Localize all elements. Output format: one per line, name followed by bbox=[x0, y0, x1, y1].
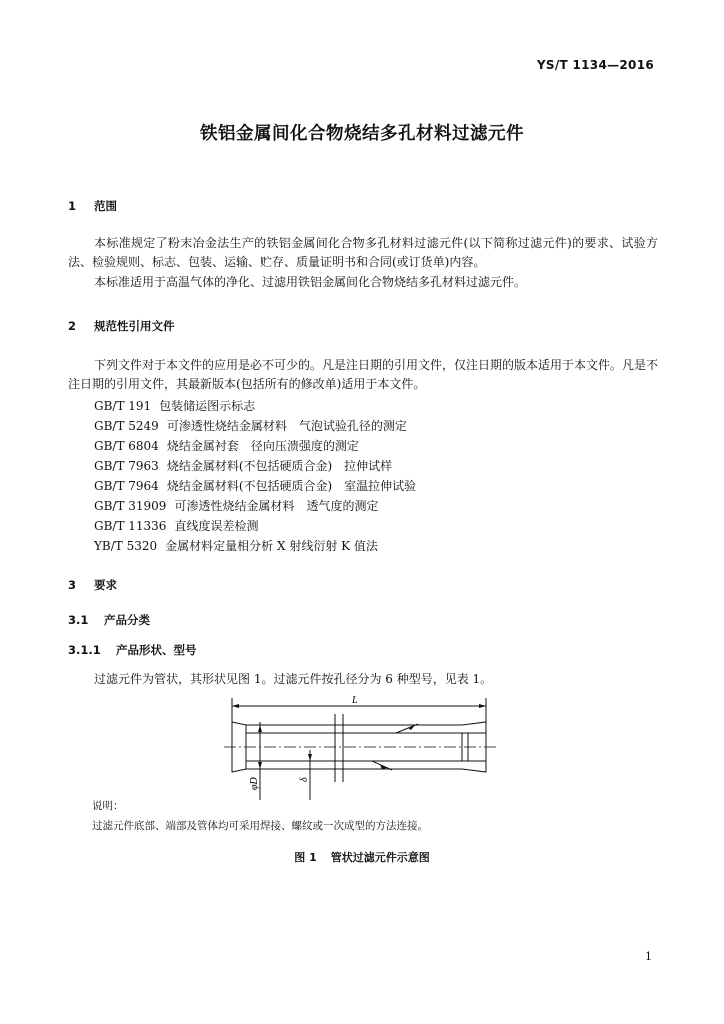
document-title: 铁铝金属间化合物烧结多孔材料过滤元件 bbox=[200, 124, 524, 144]
section-title: 产品分类 bbox=[104, 613, 150, 627]
arrowhead bbox=[232, 704, 239, 708]
section-1-heading bbox=[68, 198, 117, 214]
reference-item bbox=[94, 416, 416, 436]
section-1-paragraph-1: 本标准规定了粉末冶金法生产的铁铝金属间化合物多孔材料过滤元件(以下简称过滤元件)的要求、试验方法、检验规则、标志、包装、运输、贮存、质量证明书和合同(或订货单)内容。 bbox=[68, 236, 658, 269]
reference-title: 可渗透性烧结金属材料 气泡试验孔径的测定 bbox=[166, 419, 407, 433]
section-3-heading bbox=[68, 577, 117, 593]
arrowhead bbox=[258, 762, 262, 769]
normative-references-list bbox=[94, 396, 416, 556]
reference-item bbox=[94, 536, 416, 556]
reference-item bbox=[94, 396, 416, 416]
reference-item bbox=[94, 496, 416, 516]
section-title: 要求 bbox=[94, 578, 117, 592]
figure-caption bbox=[0, 849, 724, 865]
section-2-paragraph-1: 下列文件对于本文件的应用是必不可少的。凡是注日期的引用文件，仅注日期的版本适用于本文件。凡是不注日期的引用文件，其最新版本(包括所有的修改单)适用于本文件。 bbox=[68, 358, 659, 391]
arrowhead bbox=[308, 754, 312, 761]
section-number: 2 bbox=[68, 319, 77, 333]
reference-item bbox=[94, 456, 416, 476]
reference-code: GB/T 5249 bbox=[94, 419, 159, 433]
label-phiD: φD bbox=[249, 777, 260, 790]
reference-item bbox=[94, 476, 416, 496]
reference-title: 烧结金属材料(不包括硬质合金) 室温拉伸试验 bbox=[166, 479, 417, 493]
label-L: L bbox=[352, 695, 358, 706]
reference-title: 烧结金属衬套 径向压溃强度的测定 bbox=[166, 439, 359, 453]
figure-note-text: 过滤元件底部、端部及管体均可采用焊接、螺纹或一次成型的方法连接。 bbox=[92, 820, 428, 832]
section-number: 3 bbox=[68, 578, 77, 592]
reference-code: GB/T 191 bbox=[94, 399, 152, 413]
section-2-heading bbox=[68, 318, 175, 334]
arrowhead bbox=[258, 725, 262, 732]
figure-note-label: 说明： bbox=[92, 800, 124, 812]
tube-filter-diagram bbox=[222, 692, 502, 800]
reference-code: GB/T 7963 bbox=[94, 459, 159, 473]
section-number: 3.1.1 bbox=[68, 643, 101, 657]
section-title: 产品形状、型号 bbox=[116, 643, 197, 657]
section-number: 3.1 bbox=[68, 613, 89, 627]
figure-number: 图 1 bbox=[294, 851, 317, 864]
section-3-1-1-paragraph: 过滤元件为管状，其形状见图 1。过滤元件按孔径分为 6 种型号，见表 1。 bbox=[94, 672, 493, 686]
reference-code: GB/T 31909 bbox=[94, 499, 167, 513]
reference-title: 直线度误差检测 bbox=[174, 519, 259, 533]
figure-title: 管状过滤元件示意图 bbox=[330, 851, 430, 864]
reference-item bbox=[94, 516, 416, 536]
reference-title: 包装储运图示标志 bbox=[159, 399, 256, 413]
label-delta: δ bbox=[299, 777, 310, 782]
reference-code: GB/T 7964 bbox=[94, 479, 159, 493]
section-number: 1 bbox=[68, 199, 77, 213]
section-title: 规范性引用文件 bbox=[94, 319, 175, 333]
arrowhead bbox=[479, 704, 486, 708]
reference-title: 可渗透性烧结金属材料 透气度的测定 bbox=[174, 499, 379, 513]
reference-title: 烧结金属材料(不包括硬质合金) 拉伸试样 bbox=[166, 459, 393, 473]
section-1-paragraph-2: 本标准适用于高温气体的净化、过滤用铁铝金属间化合物烧结多孔材料过滤元件。 bbox=[94, 275, 527, 289]
reference-code: GB/T 11336 bbox=[94, 519, 167, 533]
page-number: 1 bbox=[645, 950, 652, 963]
reference-code: YB/T 5320 bbox=[94, 539, 158, 553]
reference-code: GB/T 6804 bbox=[94, 439, 159, 453]
reference-title: 金属材料定量相分析 X 射线衍射 K 值法 bbox=[165, 539, 378, 553]
section-3-1-1-heading bbox=[68, 642, 197, 658]
section-title: 范围 bbox=[94, 199, 117, 213]
section-3-1-heading bbox=[68, 612, 150, 628]
standard-number: YS/T 1134—2016 bbox=[536, 58, 654, 72]
reference-item bbox=[94, 436, 416, 456]
